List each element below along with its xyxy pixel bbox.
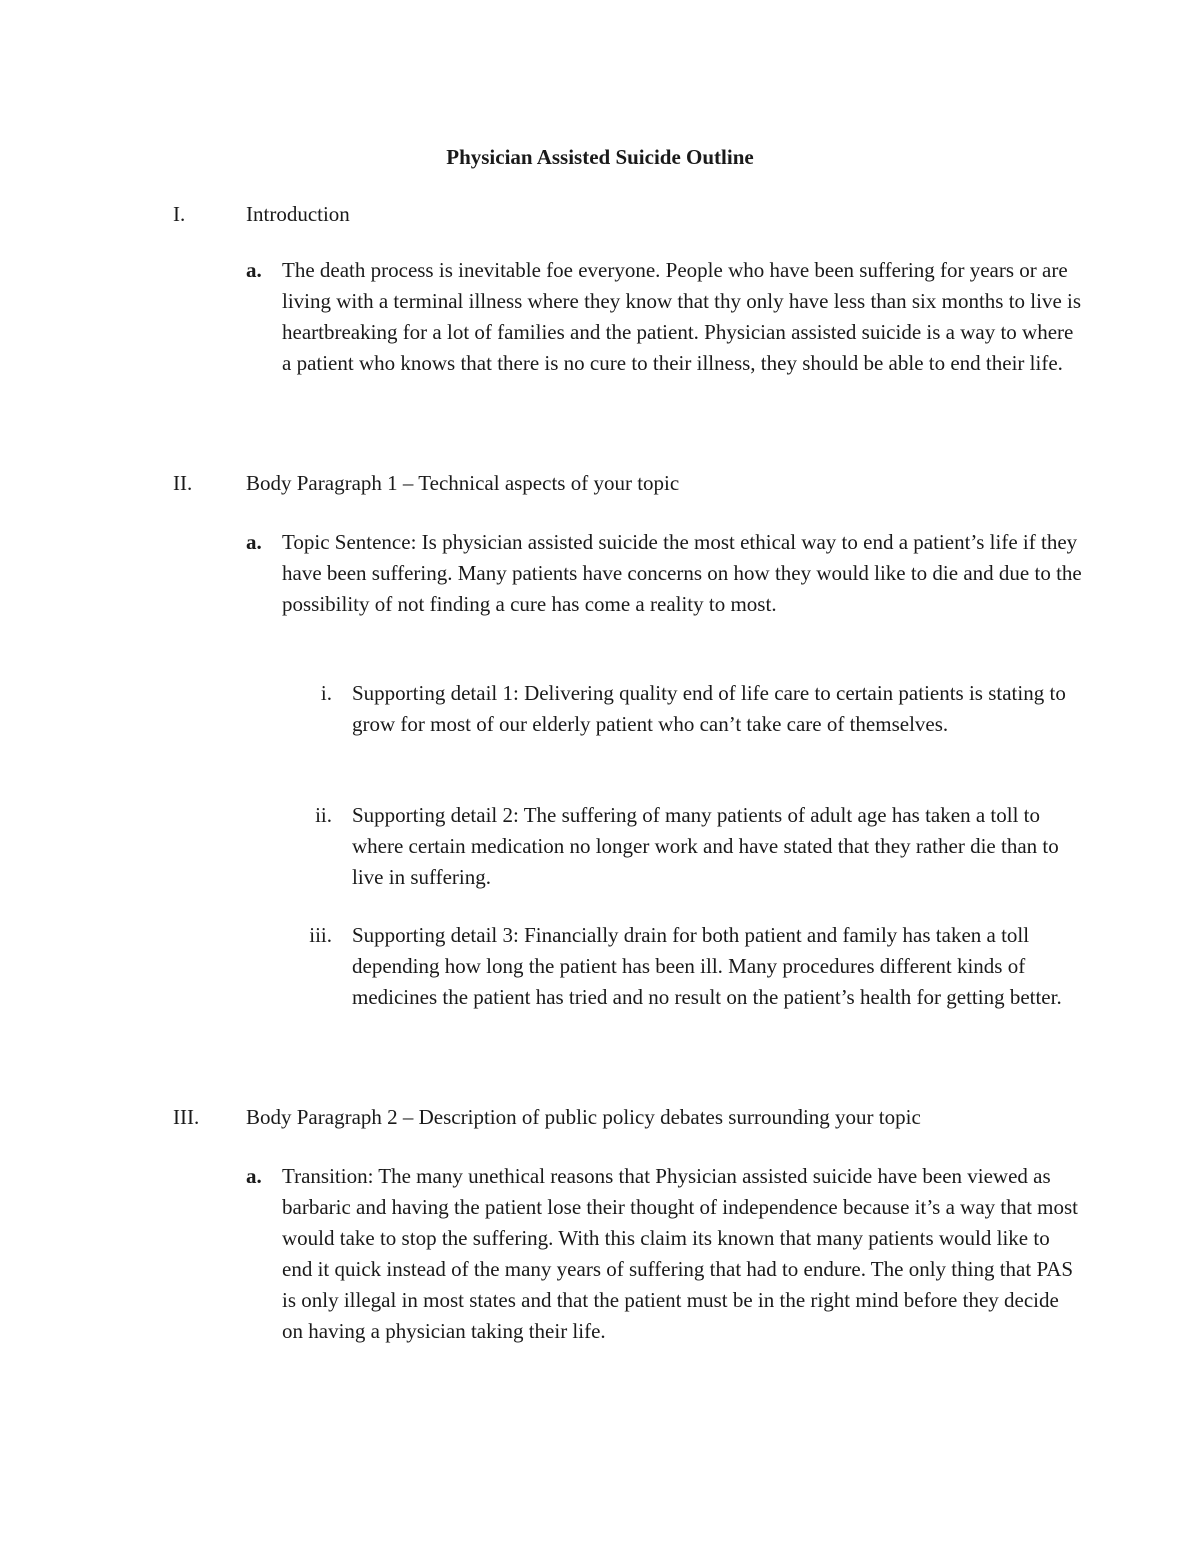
item-text: Transition: The many unethical reasons that Physician assisted suicide have been viewed as barbaric and having the patient lose their thought of independence because it’s a way that most would take to stop the suffering. With this claim its known that many patients would like to end it quick instead of the many years of suffering that had to endure. The only thing that PAS is only illegal in most states and that the patient must be in the right mind before they decide on having a physician taking their life.	[282, 1164, 1078, 1343]
item-letter: a.	[246, 530, 262, 554]
section-heading: Introduction	[246, 202, 350, 226]
subitem-numeral: iii.	[309, 923, 332, 947]
section-heading: Body Paragraph 2 – Description of public policy debates surrounding your topic	[246, 1105, 921, 1129]
subitem-text: Supporting detail 2: The suffering of many patients of adult age has taken a toll to where certain medication no longer work and have stated that they rather die than to live in suffering.	[352, 803, 1059, 889]
section-numeral: II.	[173, 471, 193, 495]
subitem-numeral: i.	[320, 681, 332, 705]
subitem-text: Supporting detail 3: Financially drain for both patient and family has taken a toll depending how long the patient has been ill. Many procedures different kinds of medicines the patient has tried and no result on the patient’s health for getting better.	[352, 923, 1062, 1009]
item-text: The death process is inevitable foe everyone. People who have been suffering for years or are living with a terminal illness where they know that thy only have less than six months to live is heartbreaking for a lot of families and the patient. Physician assisted suicide is a way to where a patient who knows that there is no cure to their illness, they should be able to end their life.	[282, 258, 1082, 375]
subitem-text: Supporting detail 1: Delivering quality end of life care to certain patients is stating to grow for most of our elderly patient who can’t take care of themselves.	[352, 681, 1066, 736]
section-numeral: III.	[173, 1105, 200, 1129]
section-numeral: I.	[173, 202, 186, 226]
section-heading: Body Paragraph 1 – Technical aspects of your topic	[246, 471, 680, 495]
item-letter: a.	[246, 258, 262, 282]
item-letter: a.	[246, 1164, 262, 1188]
item-text: Topic Sentence: Is physician assisted suicide the most ethical way to end a patient’s life if they have been suffering. Many patients have concerns on how they would like to die and due to the possibility of not finding a cure has come a reality to most.	[282, 530, 1082, 616]
document-title: Physician Assisted Suicide Outline	[446, 145, 754, 169]
subitem-numeral: ii.	[315, 803, 332, 827]
